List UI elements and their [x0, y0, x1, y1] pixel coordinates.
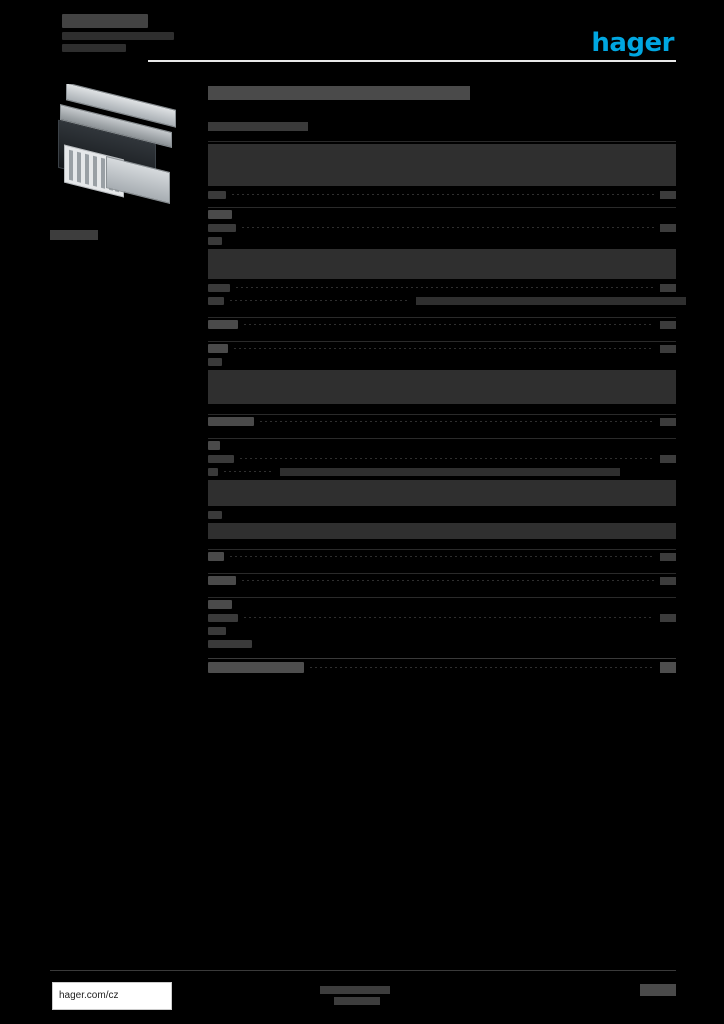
- toc-entry[interactable]: [208, 508, 676, 521]
- toc-page-number: [660, 418, 676, 426]
- toc-entry[interactable]: [208, 342, 676, 355]
- toc-section: [208, 341, 676, 404]
- page-title: [208, 86, 470, 100]
- toc-entry[interactable]: [208, 574, 676, 587]
- footer-url-box[interactable]: [52, 982, 172, 1010]
- toc-section: [208, 658, 676, 675]
- left-column: [50, 84, 180, 258]
- photo-cover-plate: [106, 156, 170, 204]
- toc-entry[interactable]: [208, 318, 676, 331]
- toc-section: [208, 438, 676, 539]
- toc-entry-label: [208, 662, 304, 673]
- toc-page-number: [416, 297, 686, 305]
- toc-section: [208, 573, 676, 587]
- table-of-contents: [208, 86, 676, 675]
- brand-title-line-3: [62, 44, 126, 52]
- toc-entry[interactable]: [208, 294, 676, 307]
- toc-entry-label: [208, 576, 236, 585]
- page-footer: [0, 968, 724, 1024]
- toc-leader-dots: [230, 300, 410, 301]
- toc-leader-dots: [240, 458, 654, 459]
- toc-entry-label: [208, 511, 222, 519]
- footer-center-line-1: [320, 986, 390, 994]
- toc-entry[interactable]: [208, 637, 676, 650]
- toc-leader-dots: [244, 617, 654, 618]
- toc-page-number: [660, 455, 676, 463]
- toc-section: [208, 207, 676, 307]
- toc-entry-label: [208, 627, 226, 635]
- toc-leader-dots: [260, 421, 654, 422]
- toc-leader-dots: [224, 471, 274, 472]
- toc-entry[interactable]: [208, 355, 676, 368]
- brand-title-line-1: [62, 14, 148, 28]
- product-photo: [50, 84, 178, 204]
- brand-title-line-2: [62, 32, 174, 40]
- hager-logo: hager: [591, 28, 674, 58]
- toc-entry[interactable]: [208, 415, 676, 428]
- toc-entry-label: [208, 237, 222, 245]
- toc-page-number: [660, 224, 676, 232]
- footer-page-number: [640, 984, 676, 996]
- toc-entry[interactable]: [208, 221, 676, 234]
- left-caption-block: [50, 230, 180, 258]
- toc-entry-label: [208, 210, 232, 219]
- toc-entry[interactable]: [208, 439, 676, 452]
- toc-leader-dots: [234, 348, 654, 349]
- toc-page-number: [660, 191, 676, 199]
- toc-entry[interactable]: [208, 452, 676, 465]
- toc-page-number: [660, 284, 676, 292]
- toc-entry-label: [208, 468, 218, 476]
- toc-entry-label: [208, 224, 236, 232]
- toc-page-number: [280, 468, 620, 476]
- left-caption-bar: [50, 230, 98, 240]
- toc-leader-dots: [244, 324, 654, 325]
- toc-entry-label: [208, 344, 228, 353]
- toc-entry[interactable]: [208, 598, 676, 611]
- toc-entry-label: [208, 320, 238, 329]
- toc-page-number: [660, 345, 676, 353]
- toc-page-number: [660, 577, 676, 585]
- toc-entry-label: [208, 552, 224, 561]
- toc-entry-block[interactable]: [208, 523, 676, 539]
- toc-leader-dots: [242, 227, 654, 228]
- footer-divider: [50, 970, 676, 971]
- toc-entry[interactable]: [208, 624, 676, 637]
- toc-page-number: [660, 662, 676, 673]
- toc-leader-dots: [310, 667, 654, 668]
- toc-entry-label: [208, 640, 252, 648]
- toc-entry[interactable]: [208, 234, 676, 247]
- toc-entry[interactable]: [208, 465, 676, 478]
- toc-entry-block[interactable]: [208, 249, 676, 279]
- toc-section: [208, 549, 676, 563]
- header-divider: [148, 60, 676, 62]
- footer-center-text: [320, 986, 430, 1008]
- toc-page-number: [660, 321, 676, 329]
- toc-leader-dots: [232, 194, 654, 195]
- toc-entry-label: [208, 455, 234, 463]
- toc-section: [208, 414, 676, 428]
- toc-section: [208, 317, 676, 331]
- toc-entry[interactable]: [208, 611, 676, 624]
- footer-center-line-2: [334, 997, 380, 1005]
- toc-entry-label: [208, 358, 222, 366]
- footer-url[interactable]: hager.com/cz: [59, 990, 119, 1001]
- toc-entry-label: [208, 441, 220, 450]
- toc-entry-label: [208, 600, 232, 609]
- toc-entry-label: [208, 417, 254, 426]
- toc-entry-block[interactable]: [208, 370, 676, 404]
- toc-entry[interactable]: [208, 208, 676, 221]
- toc-section: [208, 597, 676, 650]
- toc-entry-label: [208, 614, 238, 622]
- toc-page-number: [660, 553, 676, 561]
- toc-entry-label: [208, 297, 224, 305]
- toc-leader-dots: [236, 287, 654, 288]
- toc-page-number: [660, 614, 676, 622]
- toc-leader-dots: [242, 580, 654, 581]
- page-header: [0, 0, 724, 72]
- toc-subtitle: [208, 122, 308, 131]
- toc-entry[interactable]: [208, 281, 676, 294]
- toc-entry-block[interactable]: [208, 480, 676, 506]
- toc-section: [208, 141, 676, 201]
- toc-entry-label: [208, 284, 230, 292]
- toc-entry-label: [208, 191, 226, 199]
- toc-entry[interactable]: [208, 659, 676, 675]
- toc-leader-dots: [230, 556, 654, 557]
- toc-entry[interactable]: [208, 188, 676, 201]
- toc-entry[interactable]: [208, 550, 676, 563]
- brand-title-block: [62, 14, 182, 60]
- toc-entry-block[interactable]: [208, 144, 676, 186]
